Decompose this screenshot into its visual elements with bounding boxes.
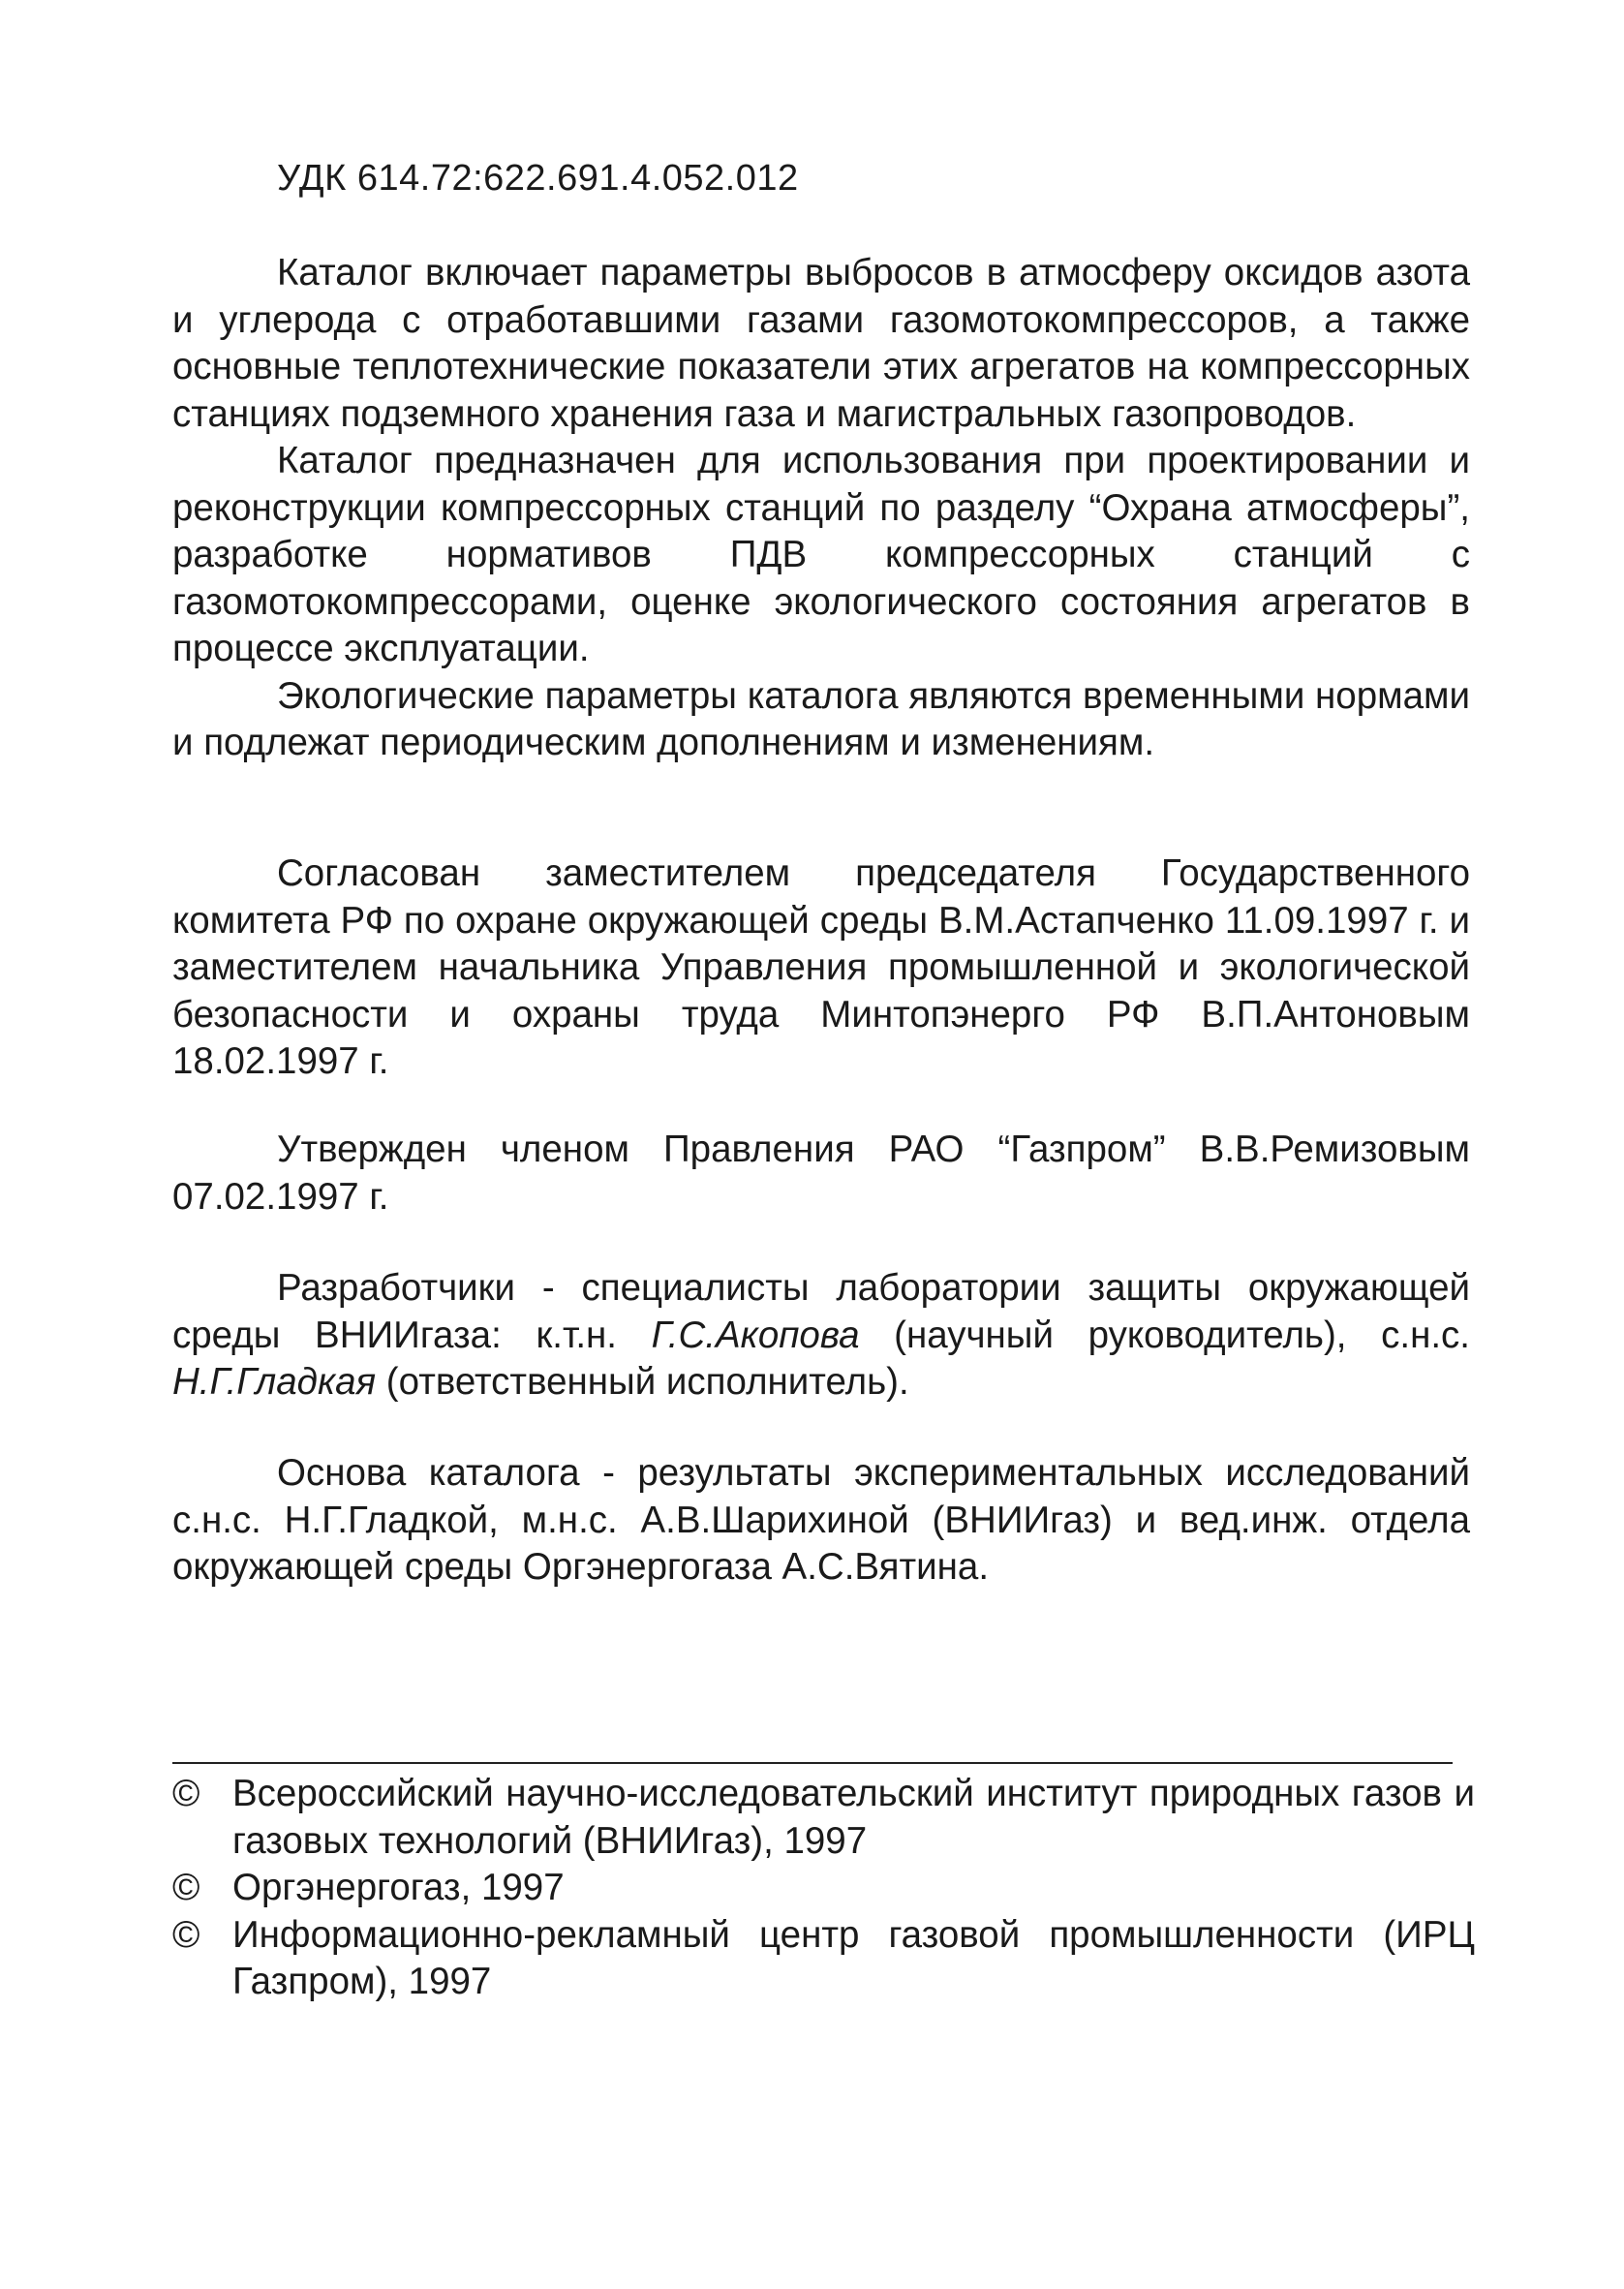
paragraph-catalog-contents: Каталог включает параметры выбросов в атмосферу оксидов азота и углерода с отработавшими газами газомотокомпрессоров, а также основные теплотехнические показатели этих агрегатов на компрессорных станциях подземного хранения газа и магистральных газопроводов. [172, 252, 1470, 435]
developers-block [172, 1265, 1470, 1407]
copyright-text: Информационно-рекламный центр газовой промышленности (ИРЦ Газпром), 1997 [232, 1913, 1475, 2002]
copyright-icon: © [172, 1773, 200, 1814]
developers-prefix: Разработчики - специалисты лаборатории защиты окружающей среды ВНИИгаза: к.т.н. [172, 1267, 1470, 1356]
copyright-icon: © [172, 1867, 200, 1908]
copyright-item [172, 1771, 1475, 1865]
paragraph-catalog-basis: Основа каталога - результаты экспериментальных исследований с.н.с. Н.Г.Гладкой, м.н.с. А.В.Шарихиной (ВНИИгаз) и вед.инж. отдела окружающей среды Оргэнергогаза А.С.Вятина. [172, 1452, 1470, 1588]
copyright-text: Всероссийский научно-исследовательский институт природных газов и газовых технологий (ВНИИгаз), 1997 [232, 1773, 1475, 1862]
copyright-icon: © [172, 1913, 200, 1956]
paragraph-catalog-purpose: Каталог предназначен для использования при проектировании и реконструкции компрессорных станций по разделу “Охрана атмосферы”, разработке нормативов ПДВ компрессорных станций с газомотокомпрессорами, оценке экологического состояния агрегатов в процессе эксплуатации. [172, 440, 1470, 669]
developer-name-gladkaya: Н.Г.Гладкая [172, 1361, 377, 1403]
paragraph-agreed-by: Согласован заместителем председателя Государственного комитета РФ по охране окружающей среды В.М.Астапченко 11.09.1997 г. и заместителем начальника Управления промышленной и экологической безопасности и охраны труда Минтопэнерго РФ В.П.Антоновым 18.02.1997 г. [172, 852, 1470, 1082]
approval-block [172, 851, 1470, 1086]
copyright-item [172, 1865, 1475, 1912]
developers-middle: (научный руководитель), с.н.с. [859, 1314, 1470, 1356]
copyright-item [172, 1912, 1475, 2006]
separator-rule [172, 1762, 1453, 1764]
developer-name-akopova: Г.С.Акопова [651, 1314, 860, 1356]
basis-block [172, 1450, 1470, 1592]
description-block [172, 250, 1470, 767]
copyright-list [172, 1771, 1475, 2006]
approved-block [172, 1127, 1470, 1221]
paragraph-developers [172, 1265, 1470, 1407]
udk-code: УДК 614.72:622.691.4.052.012 [277, 158, 799, 199]
paragraph-approved-by: Утвержден членом Правления РАО “Газпром” В.В.Ремизовым 07.02.1997 г. [172, 1129, 1470, 1218]
copyright-text: Оргэнергогаз, 1997 [232, 1867, 565, 1908]
paragraph-temporary-norms: Экологические параметры каталога являются временными нормами и подлежат периодическим дополнениям и изменениям. [172, 674, 1470, 763]
developers-suffix: (ответственный исполнитель). [376, 1361, 909, 1403]
